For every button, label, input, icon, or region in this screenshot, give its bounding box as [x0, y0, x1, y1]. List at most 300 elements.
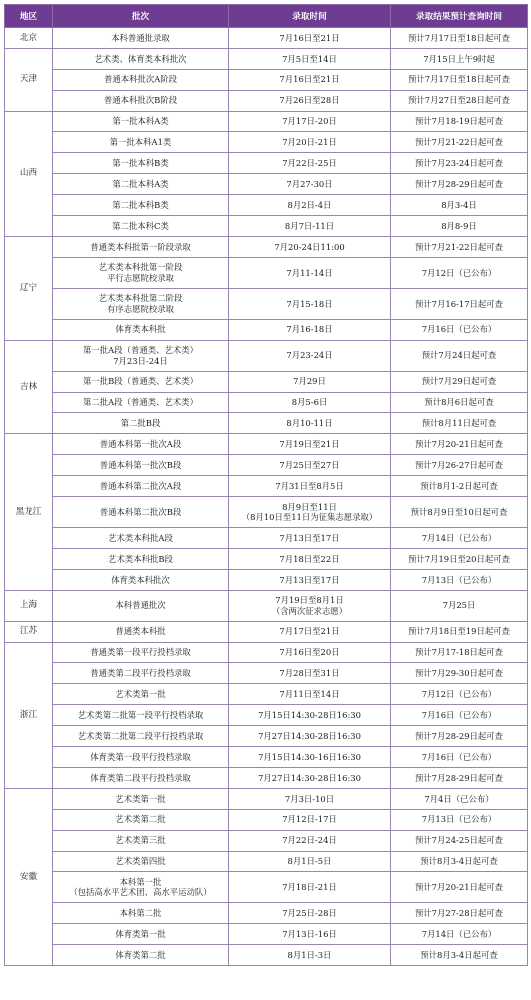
time-cell	[229, 569, 391, 590]
query-cell	[391, 788, 528, 809]
query-cell	[391, 872, 528, 903]
time-cell	[229, 288, 391, 319]
header-admission-time: 录取时间	[229, 5, 391, 28]
batch-text: 普通本科第一批次B段	[99, 459, 182, 470]
time-cell	[229, 548, 391, 569]
query-text: 7月15日上午9时起	[423, 53, 495, 64]
batch-cell	[53, 195, 229, 216]
time-cell	[229, 747, 391, 768]
batch-cell	[53, 945, 229, 966]
batch-text: 第二批B段	[120, 418, 161, 429]
query-cell	[391, 726, 528, 747]
query-text: 预计7月27日至28日起可查	[407, 95, 511, 106]
batch-cell	[53, 903, 229, 924]
batch-text: 第一批本科A1类	[109, 137, 172, 148]
query-text: 预计7月27-28日起可查	[414, 908, 504, 919]
query-cell	[391, 747, 528, 768]
time-text: 7月22日-25日	[282, 158, 337, 169]
batch-cell	[53, 830, 229, 851]
batch-text: 体育类第二段平行投档录取	[90, 772, 191, 783]
query-text: 7月16日（已公布）	[421, 709, 497, 720]
query-cell	[391, 111, 528, 132]
time-text: （8月10日至11日为征集志愿录取）	[241, 512, 378, 523]
query-text: 8月3-4日	[441, 199, 477, 210]
time-text: 7月27日14:30-28日16:30	[258, 730, 361, 741]
table-row	[5, 413, 528, 434]
query-text: 预计7月23-24日起可查	[414, 158, 504, 169]
batch-cell	[53, 69, 229, 90]
batch-cell	[53, 174, 229, 195]
batch-text: 第二批本科C类	[112, 220, 169, 231]
query-cell	[391, 548, 528, 569]
header-region: 地区	[5, 5, 53, 28]
batch-text: 普通类本科批第一阶段录取	[90, 241, 191, 252]
time-text: 8月1日-5日	[287, 856, 332, 867]
query-cell	[391, 903, 528, 924]
batch-cell	[53, 767, 229, 788]
time-cell	[229, 174, 391, 195]
table-row	[5, 548, 528, 569]
time-cell	[229, 726, 391, 747]
table-row	[5, 257, 528, 288]
batch-text: 艺术类第四批	[115, 856, 166, 867]
batch-text: 艺术类第二批第一段平行投档录取	[77, 709, 204, 720]
query-text: 7月13日（已公布）	[421, 814, 497, 825]
query-text: 预计7月19日至20日起可查	[407, 553, 511, 564]
query-cell	[391, 371, 528, 392]
batch-text: 艺术类第二批第二段平行投档录取	[77, 730, 204, 741]
time-cell	[229, 788, 391, 809]
batch-cell	[53, 111, 229, 132]
query-cell	[391, 69, 528, 90]
table-row	[5, 174, 528, 195]
region-cell: 江苏	[5, 621, 53, 642]
time-cell	[229, 809, 391, 830]
batch-cell	[53, 476, 229, 497]
region-cell: 北京	[5, 28, 53, 49]
batch-cell	[53, 497, 229, 528]
batch-text: 艺术类、体育类本科批次	[94, 53, 187, 64]
table-row	[5, 132, 528, 153]
time-text: 7月22日-24日	[282, 835, 337, 846]
header-query-time: 录取结果预计查询时间	[391, 5, 528, 28]
table-row	[5, 621, 528, 642]
query-cell	[391, 590, 528, 621]
table-row	[5, 371, 528, 392]
time-cell	[229, 236, 391, 257]
time-cell	[229, 945, 391, 966]
query-text: 7月14日（已公布）	[421, 532, 497, 543]
batch-text: 艺术类本科批第一阶段	[98, 262, 183, 273]
admission-schedule	[4, 4, 527, 966]
query-text: 7月16日（已公布）	[421, 751, 497, 762]
time-text: 7月19日至8月1日	[275, 595, 344, 606]
time-text: 8月1日-3日	[287, 949, 332, 960]
time-text: 8月2日-4日	[287, 199, 332, 210]
batch-text: 艺术类第三批	[115, 835, 166, 846]
query-cell	[391, 319, 528, 340]
time-cell	[229, 851, 391, 872]
batch-text: 体育类第一批	[115, 928, 166, 939]
header-batch: 批次	[53, 5, 229, 28]
query-text: 预计7月29日起可查	[421, 376, 497, 387]
time-text: 7月27-30日	[286, 178, 333, 189]
time-text: 7月17日至21日	[279, 626, 340, 637]
time-text: 7月28日至31日	[279, 668, 340, 679]
batch-text: 平行志愿院校录取	[107, 272, 174, 283]
time-cell	[229, 642, 391, 663]
table-row	[5, 924, 528, 945]
batch-cell	[53, 455, 229, 476]
table-row	[5, 288, 528, 319]
time-cell	[229, 455, 391, 476]
time-text: 7月16日至21日	[279, 32, 340, 43]
query-text: 预计7月17日至18日起可查	[407, 74, 511, 85]
batch-text: 7月23日-24日	[113, 355, 168, 366]
time-text: 7月12日-17日	[282, 814, 337, 825]
batch-text: 艺术类本科批A段	[108, 532, 173, 543]
batch-cell	[53, 528, 229, 549]
batch-cell	[53, 392, 229, 413]
table-row	[5, 851, 528, 872]
region-cell: 安徽	[5, 788, 53, 965]
time-text: 7月13日至17日	[279, 574, 340, 585]
query-cell	[391, 132, 528, 153]
query-text: 8月8-9日	[441, 220, 477, 231]
batch-text: 艺术类第一批	[115, 793, 166, 804]
time-cell	[229, 48, 391, 69]
query-cell	[391, 767, 528, 788]
table-row	[5, 684, 528, 705]
time-cell	[229, 69, 391, 90]
time-cell	[229, 621, 391, 642]
query-text: 预计7月24-25日起可查	[414, 835, 504, 846]
batch-cell	[53, 809, 229, 830]
batch-text: 体育类本科批次	[111, 574, 170, 585]
batch-text: 第一批A段（普通类、艺术类）	[83, 345, 198, 356]
query-text: 7月25日	[442, 600, 476, 611]
query-text: 预计7月26-27日起可查	[414, 459, 504, 470]
table-row	[5, 767, 528, 788]
batch-cell	[53, 236, 229, 257]
table-row	[5, 236, 528, 257]
region-cell: 吉林	[5, 340, 53, 434]
batch-cell	[53, 684, 229, 705]
time-cell	[229, 195, 391, 216]
batch-text: 体育类本科批	[115, 324, 166, 335]
query-cell	[391, 851, 528, 872]
query-text: 预计8月1-2日起可查	[420, 480, 498, 491]
query-text: 预计7月28-29日起可查	[414, 772, 504, 783]
batch-text: 第一批B段（普通类、艺术类）	[82, 376, 199, 387]
batch-text: 艺术类本科批第二阶段	[98, 293, 183, 304]
batch-text: 本科普通批录取	[111, 32, 170, 43]
query-text: 7月12日（已公布）	[421, 267, 497, 278]
query-cell	[391, 48, 528, 69]
table-row	[5, 945, 528, 966]
table-row	[5, 642, 528, 663]
batch-text: 艺术类第二批	[115, 814, 166, 825]
table-row	[5, 903, 528, 924]
query-cell	[391, 684, 528, 705]
query-cell	[391, 174, 528, 195]
table-row	[5, 434, 528, 455]
batch-text: 体育类第一段平行投档录取	[90, 751, 191, 762]
table-row	[5, 705, 528, 726]
query-cell	[391, 528, 528, 549]
time-text: （含两次征求志愿）	[271, 605, 348, 616]
time-cell	[229, 767, 391, 788]
query-text: 预计7月16-17日起可查	[414, 298, 504, 309]
time-cell	[229, 90, 391, 111]
time-cell	[229, 340, 391, 371]
time-text: 7月26日至28日	[279, 95, 340, 106]
region-cell: 上海	[5, 590, 53, 621]
batch-cell	[53, 153, 229, 174]
table-row	[5, 788, 528, 809]
table-row	[5, 153, 528, 174]
batch-cell	[53, 413, 229, 434]
batch-cell	[53, 590, 229, 621]
batch-text: 第二批本科B类	[112, 199, 169, 210]
query-text: 预计7月24日起可查	[421, 350, 497, 361]
table-row	[5, 111, 528, 132]
batch-text: 本科第一批	[119, 876, 162, 887]
time-text: 7月31日至8月5日	[275, 480, 344, 491]
region-cell: 天津	[5, 48, 53, 111]
query-text: 预计8月9日至10日起可查	[410, 506, 508, 517]
query-cell	[391, 153, 528, 174]
batch-cell	[53, 642, 229, 663]
query-cell	[391, 455, 528, 476]
time-cell	[229, 111, 391, 132]
query-text: 预计7月21-22日起可查	[414, 137, 504, 148]
query-cell	[391, 257, 528, 288]
header-row	[5, 5, 528, 28]
query-cell	[391, 90, 528, 111]
batch-cell	[53, 705, 229, 726]
region-cell: 山西	[5, 111, 53, 236]
table-row	[5, 569, 528, 590]
batch-text: 第二批本科A类	[112, 178, 169, 189]
time-text: 7月15-18日	[286, 298, 333, 309]
batch-cell	[53, 90, 229, 111]
batch-text: 普通本科第二批次A段	[99, 480, 182, 491]
query-text: 预计8月3-4日起可查	[420, 949, 498, 960]
time-text: 7月29日	[293, 376, 326, 387]
batch-text: 普通类第一段平行投档录取	[90, 647, 191, 658]
region-cell: 辽宁	[5, 236, 53, 340]
query-text: 预计7月18日至19日起可查	[407, 626, 511, 637]
table-row	[5, 872, 528, 903]
batch-cell	[53, 851, 229, 872]
query-cell	[391, 945, 528, 966]
time-cell	[229, 590, 391, 621]
query-text: 预计8月3-4日起可查	[420, 856, 498, 867]
time-cell	[229, 216, 391, 237]
table-row	[5, 830, 528, 851]
time-text: 8月5-6日	[291, 397, 328, 408]
time-cell	[229, 903, 391, 924]
time-text: 7月11-14日	[286, 267, 333, 278]
query-cell	[391, 392, 528, 413]
query-cell	[391, 236, 528, 257]
time-cell	[229, 872, 391, 903]
batch-text: （包括高水平艺术团、高水平运动队）	[69, 887, 212, 898]
batch-cell	[53, 132, 229, 153]
table-row	[5, 528, 528, 549]
time-text: 7月11日至14日	[279, 689, 340, 700]
time-cell	[229, 434, 391, 455]
batch-text: 第一批本科A类	[112, 116, 169, 127]
time-text: 7月16日至21日	[279, 74, 340, 85]
table-row	[5, 476, 528, 497]
time-text: 7月5日至14日	[282, 53, 337, 64]
query-cell	[391, 28, 528, 49]
time-text: 7月27日14:30-28日16:30	[258, 772, 361, 783]
query-text: 预计7月21-22日起可查	[414, 241, 504, 252]
time-cell	[229, 476, 391, 497]
query-text: 预计7月20-21日起可查	[414, 439, 504, 450]
query-cell	[391, 809, 528, 830]
query-cell	[391, 288, 528, 319]
query-text: 预计7月18-19日起可查	[414, 116, 504, 127]
batch-cell	[53, 726, 229, 747]
batch-text: 艺术类第一批	[115, 689, 166, 700]
batch-text: 普通本科批次B阶段	[103, 95, 178, 106]
table-row	[5, 90, 528, 111]
batch-cell	[53, 434, 229, 455]
batch-cell	[53, 28, 229, 49]
batch-cell	[53, 872, 229, 903]
batch-text: 普通本科批次A阶段	[103, 74, 178, 85]
query-text: 7月13日（已公布）	[421, 574, 497, 585]
query-cell	[391, 705, 528, 726]
time-text: 7月18日至22日	[279, 553, 340, 564]
time-cell	[229, 371, 391, 392]
query-cell	[391, 621, 528, 642]
time-cell	[229, 28, 391, 49]
table-row	[5, 455, 528, 476]
table-row	[5, 69, 528, 90]
time-cell	[229, 132, 391, 153]
query-text: 7月12日（已公布）	[421, 689, 497, 700]
table-row	[5, 392, 528, 413]
query-cell	[391, 830, 528, 851]
time-text: 7月20日-21日	[282, 137, 337, 148]
query-cell	[391, 413, 528, 434]
time-cell	[229, 705, 391, 726]
time-text: 7月16日至20日	[279, 647, 340, 658]
time-text: 7月13日至17日	[279, 532, 340, 543]
batch-text: 第二批A段（普通类、艺术类）	[83, 397, 198, 408]
batch-text: 本科普通批次	[115, 600, 166, 611]
batch-text: 艺术类本科批B段	[108, 553, 173, 564]
batch-text: 体育类第二批	[115, 949, 166, 960]
batch-text: 普通类第二段平行投档录取	[90, 668, 191, 679]
query-cell	[391, 497, 528, 528]
time-text: 7月15日14:30-28日16:30	[258, 709, 361, 720]
batch-cell	[53, 257, 229, 288]
batch-cell	[53, 621, 229, 642]
query-text: 预计7月20-21日起可查	[414, 882, 504, 893]
batch-text: 普通类本科批	[115, 626, 166, 637]
time-text: 8月10-11日	[286, 418, 333, 429]
batch-cell	[53, 569, 229, 590]
batch-text: 普通本科第一批次A段	[99, 439, 182, 450]
table-body	[5, 28, 528, 966]
batch-cell	[53, 48, 229, 69]
time-cell	[229, 413, 391, 434]
query-cell	[391, 216, 528, 237]
table-row	[5, 663, 528, 684]
time-text: 7月13日-16日	[282, 928, 337, 939]
query-cell	[391, 476, 528, 497]
time-text: 7月3日-10日	[284, 793, 335, 804]
time-cell	[229, 528, 391, 549]
batch-text: 普通本科第二批次B段	[99, 506, 182, 517]
query-text: 预计7月28-29日起可查	[414, 178, 504, 189]
table-row	[5, 319, 528, 340]
query-text: 预计7月28-29日起可查	[414, 730, 504, 741]
time-text: 7月17日-20日	[282, 116, 337, 127]
query-text: 7月4日（已公布）	[424, 793, 494, 804]
query-cell	[391, 195, 528, 216]
batch-cell	[53, 924, 229, 945]
batch-text: 第一批本科B类	[112, 158, 169, 169]
time-text: 7月19日至21日	[279, 439, 340, 450]
region-cell: 黑龙江	[5, 434, 53, 590]
time-cell	[229, 319, 391, 340]
batch-cell	[53, 288, 229, 319]
batch-text: 本科第二批	[119, 908, 162, 919]
batch-cell	[53, 747, 229, 768]
batch-cell	[53, 788, 229, 809]
query-text: 预计8月6日起可查	[424, 397, 494, 408]
table-row	[5, 340, 528, 371]
time-cell	[229, 497, 391, 528]
time-text: 8月9日至11日	[282, 501, 337, 512]
batch-cell	[53, 548, 229, 569]
table-row	[5, 809, 528, 830]
batch-cell	[53, 340, 229, 371]
query-cell	[391, 569, 528, 590]
query-text: 7月14日（已公布）	[421, 928, 497, 939]
time-text: 7月25日-28日	[282, 908, 337, 919]
query-cell	[391, 663, 528, 684]
batch-cell	[53, 663, 229, 684]
time-cell	[229, 684, 391, 705]
batch-cell	[53, 319, 229, 340]
admission-table	[4, 4, 528, 966]
time-text: 7月15日14:30-16日16:30	[258, 751, 361, 762]
time-text: 7月23-24日	[286, 350, 333, 361]
table-row	[5, 216, 528, 237]
table-row	[5, 726, 528, 747]
time-text: 7月20-24日11:00	[274, 241, 345, 252]
table-row	[5, 497, 528, 528]
time-cell	[229, 153, 391, 174]
table-row	[5, 28, 528, 49]
time-text: 7月25日至27日	[279, 459, 340, 470]
batch-cell	[53, 371, 229, 392]
batch-cell	[53, 216, 229, 237]
region-cell: 浙江	[5, 642, 53, 788]
time-cell	[229, 392, 391, 413]
table-row	[5, 590, 528, 621]
query-cell	[391, 340, 528, 371]
query-cell	[391, 434, 528, 455]
